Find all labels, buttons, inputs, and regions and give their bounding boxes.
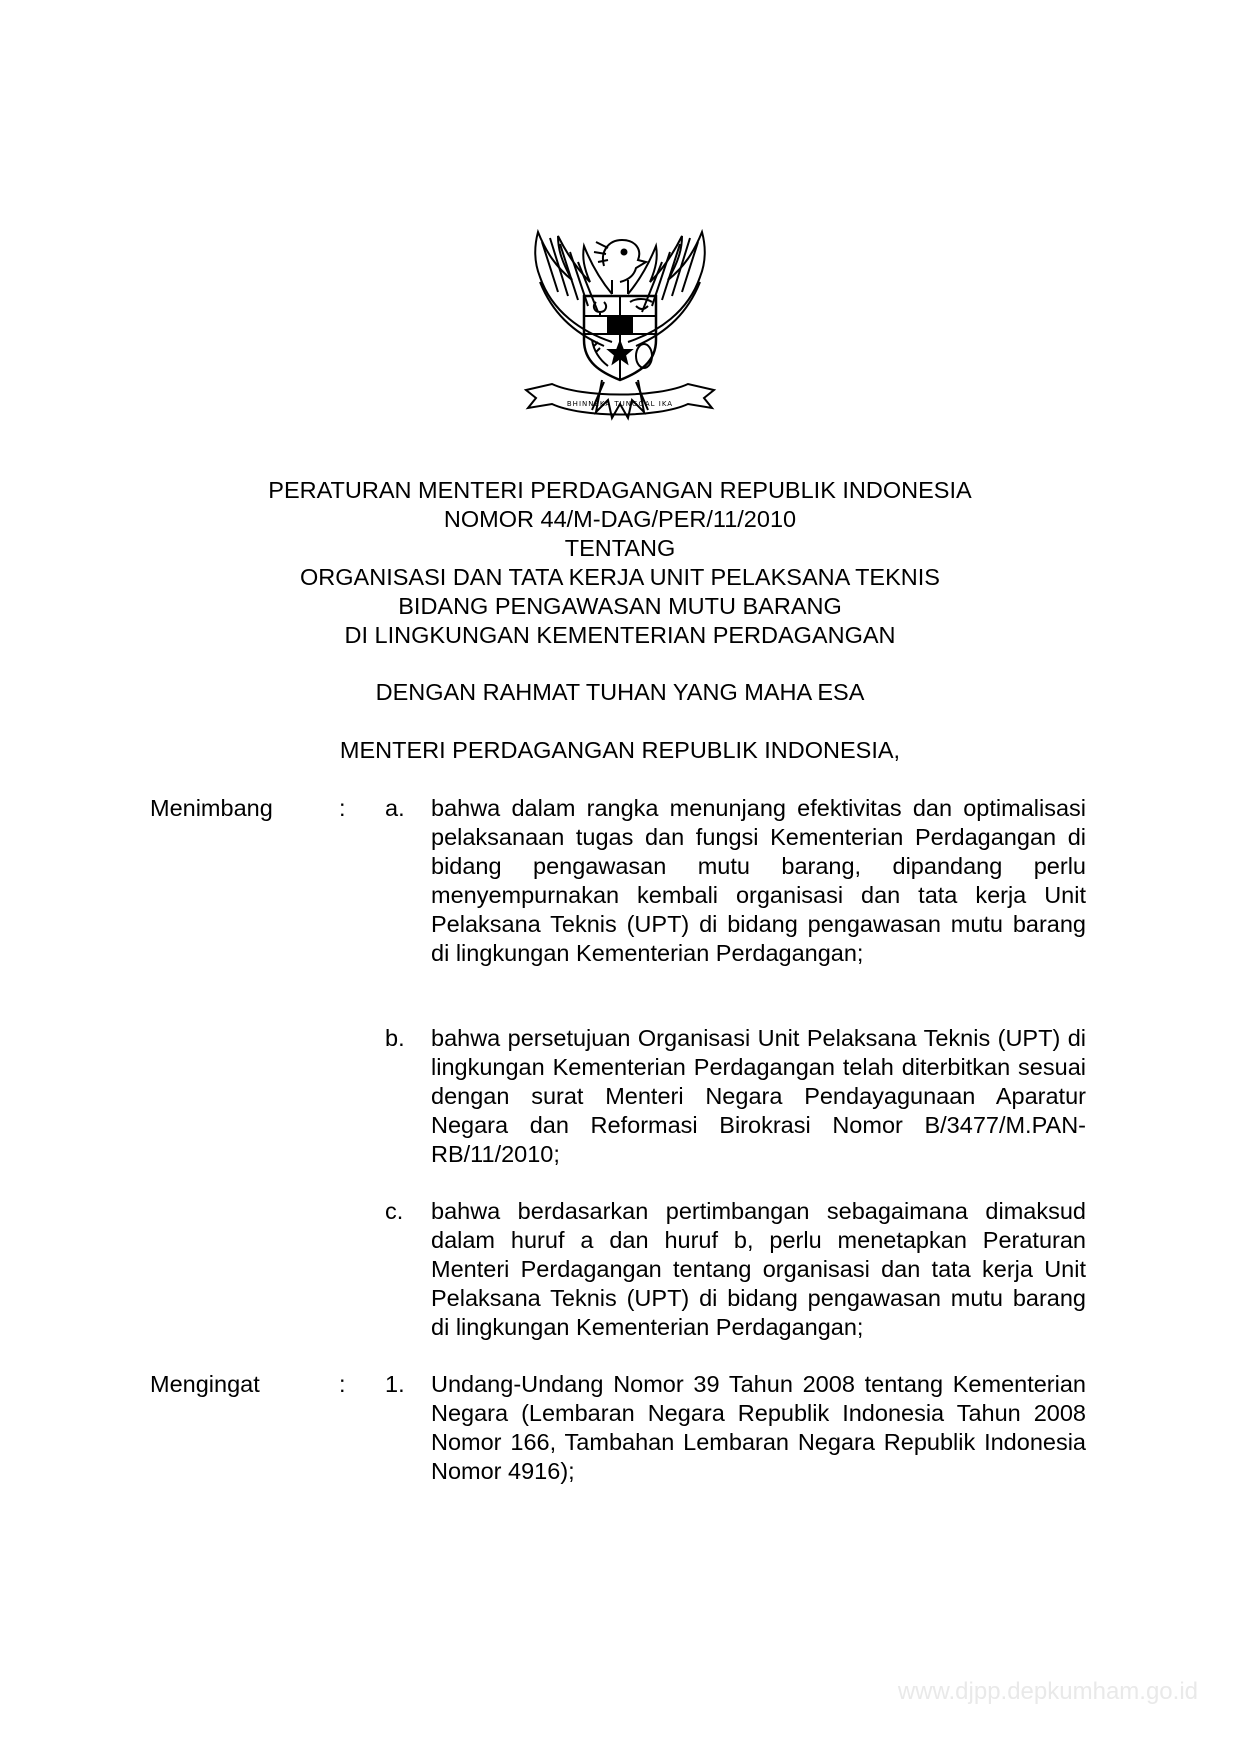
section-label: Mengingat xyxy=(150,1371,260,1397)
menimbang-item-c xyxy=(431,1197,1086,1342)
document-title xyxy=(0,476,1240,650)
title-line: PERATURAN MENTERI PERDAGANGAN REPUBLIK INDONESIA xyxy=(268,477,972,503)
menimbang-item-b xyxy=(431,1024,1086,1169)
title-line: NOMOR 44/M-DAG/PER/11/2010 xyxy=(443,506,797,532)
section-colon: : xyxy=(339,795,346,821)
title-line: BIDANG PENGAWASAN MUTU BARANG xyxy=(398,593,842,619)
menimbang-item-a xyxy=(431,794,1086,968)
invocation xyxy=(0,678,1240,707)
title-line: ORGANISASI DAN TATA KERJA UNIT PELAKSANA TEKNIS xyxy=(300,564,940,590)
item-text: bahwa berdasarkan pertimbangan sebagaimana dimaksud dalam huruf a dan huruf b, perlu menetapkan Peraturan Menteri Perdagangan tentang organisasi dan tata kerja Unit Pelaksana Teknis (UPT) di bidang pengawasan mutu barang di lingkungan Kementerian Perdagangan; xyxy=(431,1198,1086,1340)
mengingat-item-1 xyxy=(431,1370,1086,1486)
item-marker: c. xyxy=(385,1198,404,1224)
title-line: TENTANG xyxy=(564,535,676,561)
item-marker: a. xyxy=(385,795,405,821)
minister-text: MENTERI PERDAGANGAN REPUBLIK INDONESIA, xyxy=(339,737,901,763)
garuda-emblem-icon xyxy=(512,222,728,454)
item-marker: b. xyxy=(385,1025,405,1051)
item-marker: 1. xyxy=(385,1371,405,1397)
title-line: DI LINGKUNGAN KEMENTERIAN PERDAGANGAN xyxy=(344,622,896,648)
invocation-text: DENGAN RAHMAT TUHAN YANG MAHA ESA xyxy=(375,679,865,705)
item-text: bahwa persetujuan Organisasi Unit Pelaksana Teknis (UPT) di lingkungan Kementerian Perdagangan telah diterbitkan sesuai dengan surat Menteri Negara Pendayagunaan Aparatur Negara dan Reformasi Birokrasi Nomor B/3477/M.PAN-RB/11/2010; xyxy=(431,1025,1086,1167)
watermark-link[interactable]: www.djpp.depkumham.go.id xyxy=(897,1678,1198,1705)
emblem-motto: BHINNEKA TUNGGAL IKA xyxy=(566,400,674,408)
item-text: bahwa dalam rangka menunjang efektivitas dan optimalisasi pelaksanaan tugas dan fungsi Kementerian Perdagangan di bidang pengawasan mutu barang, dipandang perlu menyempurnakan kembali organisasi dan tata kerja Unit Pelaksana Teknis (UPT) di bidang pengawasan mutu barang di lingkungan Kementerian Perdagangan; xyxy=(431,795,1086,966)
section-label: Menimbang xyxy=(150,795,273,821)
section-colon: : xyxy=(339,1371,346,1397)
minister-heading xyxy=(0,736,1240,765)
item-text: Undang-Undang Nomor 39 Tahun 2008 tentang Kementerian Negara (Lembaran Negara Republik Indonesia Tahun 2008 Nomor 166, Tambahan Lembaran Negara Republik Indonesia Nomor 4916); xyxy=(431,1371,1086,1484)
